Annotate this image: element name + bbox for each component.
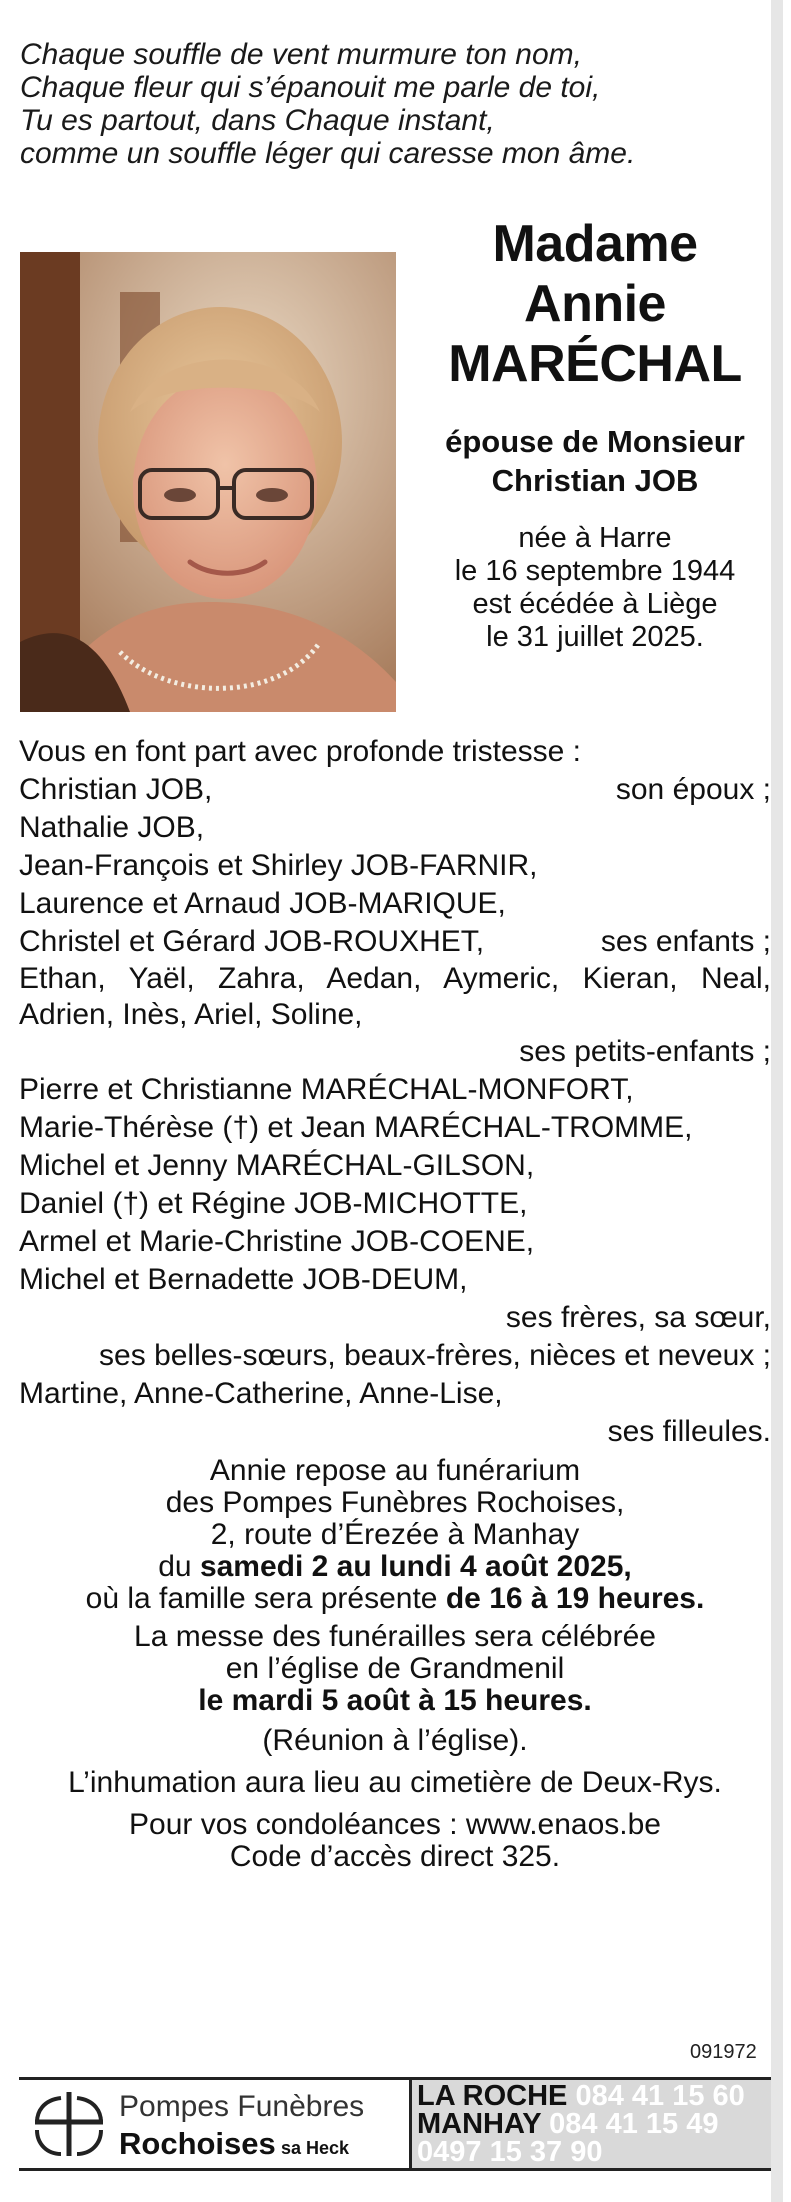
funeral-line: Annie repose au funérarium: [209, 1454, 581, 1487]
mass-line: La messe des funérailles sera célébrée: [134, 1620, 656, 1653]
funeral-line: des Pompes Funèbres Rochoises,: [165, 1486, 625, 1519]
contact-phone: 084 41 15 60: [575, 2080, 745, 2112]
family-row: [19, 923, 771, 961]
spouse-name: Christian JOB: [491, 463, 699, 498]
contact-row: [417, 2138, 745, 2166]
visit-dates-bold: samedi 2 au lundi 4 août 2025,: [199, 1550, 632, 1583]
meeting-note: (Réunion à l’église).: [262, 1724, 528, 1757]
visit-dates-prefix: du: [158, 1550, 200, 1583]
children-role: ses enfants ;: [600, 925, 771, 958]
mass-church: en l’église de Grandmenil: [225, 1652, 565, 1685]
funeral-home-logo: [19, 2080, 412, 2168]
funeral-info: [19, 1455, 771, 1873]
poem-line: Tu es partout, dans Chaque instant,: [20, 104, 495, 137]
child-entry: Nathalie JOB,: [19, 811, 205, 844]
visit-dates: [19, 1551, 771, 1583]
poem-line: comme un souffle léger qui caresse mon âme.: [20, 137, 636, 170]
birth-date: le 16 septembre 1944: [454, 555, 736, 587]
deceased-first-name: Annie: [524, 275, 666, 333]
reference-number: 091972: [690, 2041, 757, 2063]
contact-phone: 084 41 15 49: [549, 2108, 719, 2140]
child-entry: Jean-François et Shirley JOB-FARNIR,: [19, 849, 538, 882]
spouse-role: son époux ;: [615, 773, 771, 806]
sibling-entry: Daniel (†) et Régine JOB-MICHOTTE,: [19, 1187, 528, 1220]
mass-date-bold: le mardi 5 août à 15 heures.: [198, 1684, 592, 1717]
sibling-entry: Pierre et Christianne MARÉCHAL-MONFORT,: [19, 1073, 634, 1106]
deceased-info: [400, 214, 790, 654]
brand-line2: Rochoises: [119, 2126, 276, 2161]
contact-phones: [417, 2082, 745, 2166]
spouse-info: [400, 422, 790, 500]
poem-line: Chaque souffle de vent murmure ton nom,: [20, 38, 582, 71]
burial-note: L’inhumation aura lieu au cimetière de Deux-Rys.: [68, 1766, 722, 1799]
sibling-entry: Armel et Marie-Christine JOB-COENE,: [19, 1225, 535, 1258]
siblings-role: ses frères, sa sœur,: [505, 1301, 771, 1334]
cross-logo-icon: [29, 2088, 109, 2160]
brand-suffix: sa Heck: [281, 2138, 350, 2158]
brand-line1: Pompes Funèbres: [119, 2090, 365, 2123]
contact-row: [417, 2110, 745, 2138]
death-place: est écédée à Liège: [472, 588, 718, 620]
visit-hours-prefix: où la famille sera présente: [85, 1582, 446, 1615]
mass-date: [19, 1685, 771, 1717]
sibling-entry: Marie-Thérèse (†) et Jean MARÉCHAL-TROMME,: [19, 1111, 693, 1144]
visit-hours: [19, 1583, 771, 1615]
family-row: [19, 771, 771, 809]
spouse-line: épouse de Monsieur: [445, 424, 745, 459]
birth-place: née à Harre: [518, 522, 672, 554]
contact-place: MANHAY: [417, 2108, 542, 2140]
grandchildren-entry: Ethan, Yaël, Zahra, Aedan, Aymeric, Kieran, Neal, Adrien, Inès, Ariel, Soline,: [19, 962, 771, 1031]
godchildren-role: ses filleules.: [607, 1415, 771, 1448]
poem-line: Chaque fleur qui s’épanouit me parle de toi,: [20, 71, 601, 104]
contact-place: LA ROCHE: [417, 2080, 568, 2112]
funeral-home-footer: [19, 2077, 771, 2171]
access-code: Code d’accès direct 325.: [229, 1840, 561, 1873]
sibling-entry: Michel et Bernadette JOB-DEUM,: [19, 1263, 468, 1296]
grandchildren-role: ses petits-enfants ;: [519, 1035, 771, 1068]
visit-hours-bold: de 16 à 19 heures.: [445, 1582, 705, 1615]
death-date: le 31 juillet 2025.: [486, 621, 704, 653]
contact-mobile: 0497 15 37 90: [417, 2136, 603, 2168]
funeral-address: 2, route d’Érezée à Manhay: [210, 1518, 580, 1551]
poem: [20, 38, 760, 170]
deceased-title: Madame: [492, 215, 698, 273]
godchildren-entry: Martine, Anne-Catherine, Anne-Lise,: [19, 1377, 503, 1410]
announcement: [19, 733, 771, 1873]
in-laws-role: ses belles-sœurs, beaux-frères, nièces et neveux ;: [99, 1339, 771, 1372]
child-entry: Laurence et Arnaud JOB-MARIQUE,: [19, 887, 506, 920]
deceased-last-name: MARÉCHAL: [448, 335, 742, 393]
portrait-photo: [20, 252, 396, 712]
spouse-entry: Christian JOB,: [19, 773, 213, 806]
contact-row: [417, 2082, 745, 2110]
condolences-link: Pour vos condoléances : www.enaos.be: [129, 1808, 661, 1841]
sibling-entry: Michel et Jenny MARÉCHAL-GILSON,: [19, 1149, 535, 1182]
announcement-intro: Vous en font part avec profonde tristesse :: [19, 735, 582, 768]
child-entry: Christel et Gérard JOB-ROUXHET,: [19, 925, 485, 958]
life-dates: [400, 522, 790, 654]
